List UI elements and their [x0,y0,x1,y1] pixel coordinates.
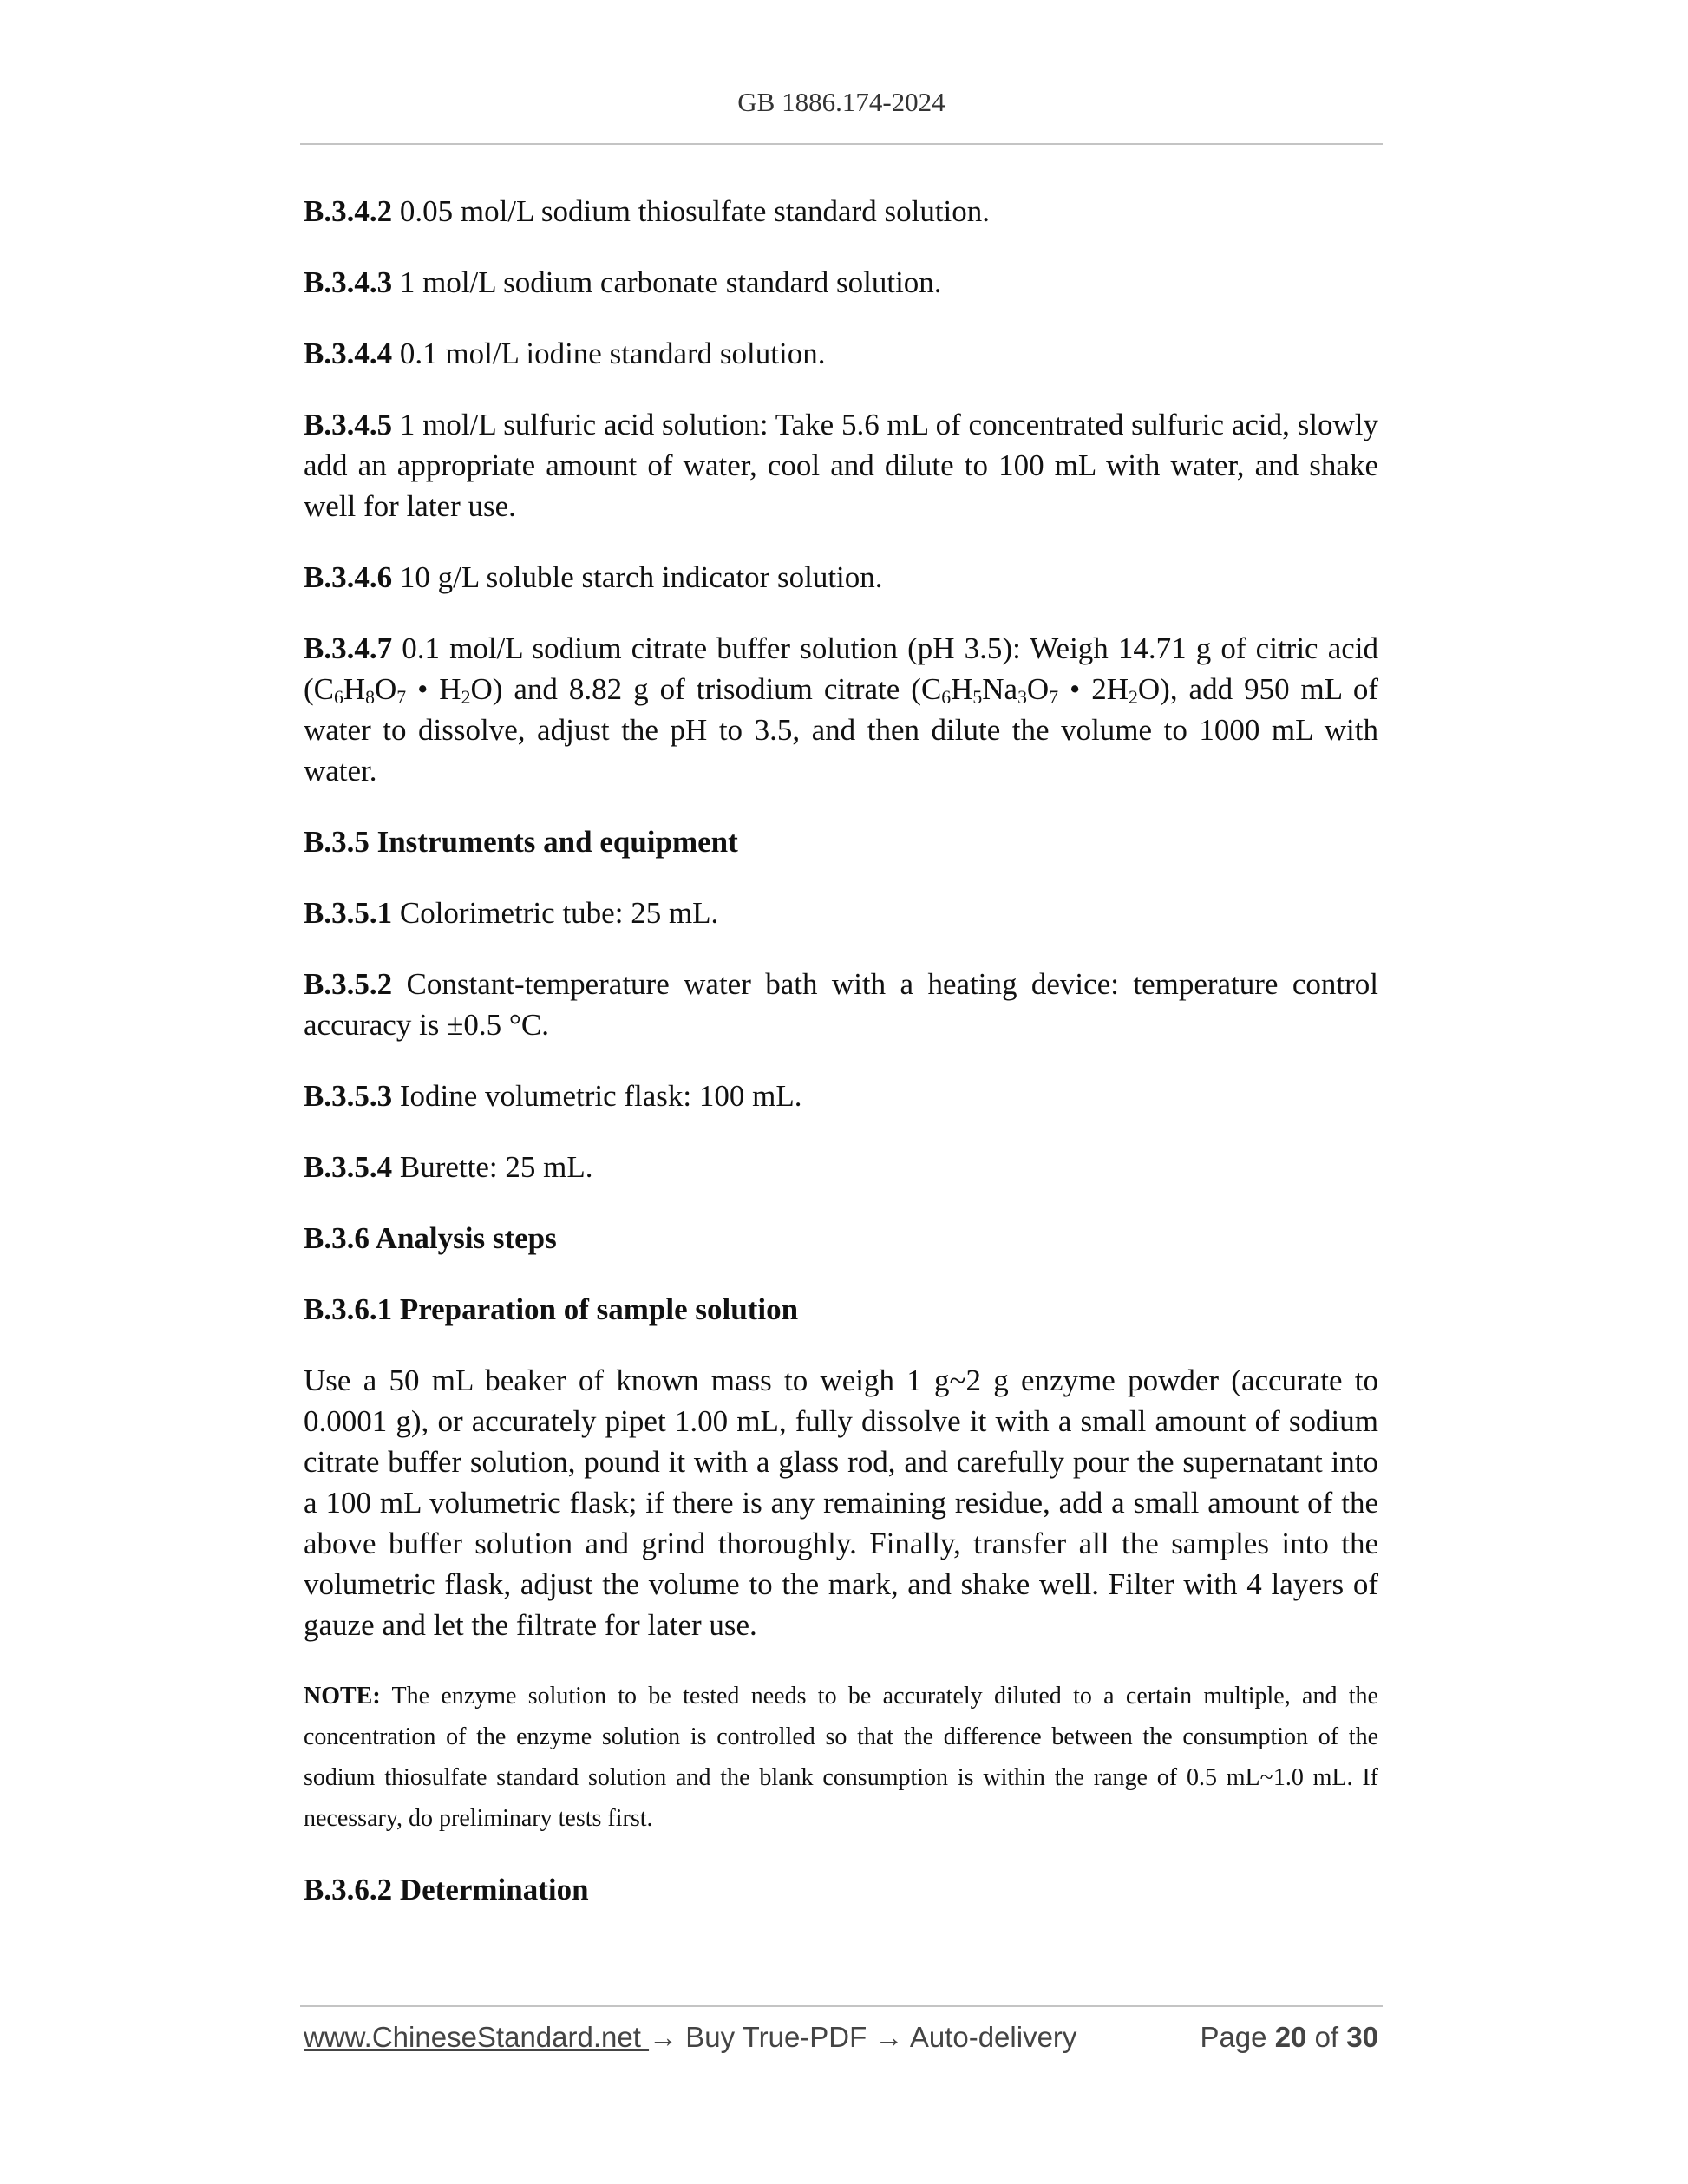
current-page: 20 [1274,2021,1307,2053]
page-footer [304,2021,1378,2054]
clause-text: Burette: 25 mL. [399,1150,593,1184]
document-header: GB 1886.174-2024 [737,87,945,117]
arrow-right-icon: → [874,2021,904,2053]
arrow-right-icon: → [649,2021,678,2053]
clause-number: B.3.4.4 [304,337,393,370]
section-heading-analysis-steps: B.3.6 Analysis steps [304,1221,557,1255]
clause-number: B.3.4.2 [304,194,393,228]
clause-text: Colorimetric tube: 25 mL. [399,896,719,930]
clause-b3-4-7 [304,628,1378,791]
clause-number: B.3.4.6 [304,560,393,594]
section-heading-sample-preparation: B.3.6.1 Preparation of sample solution [304,1292,799,1326]
clause-text: Iodine volumetric flask: 100 mL. [399,1079,802,1113]
clause-b3-4-2 [304,191,1378,232]
clause-b3-4-4 [304,333,1378,374]
clause-b3-5-3 [304,1076,1378,1116]
clause-number: B.3.4.3 [304,265,393,299]
auto-delivery-text: Auto-delivery [909,2021,1077,2053]
document-body [304,191,1378,1940]
section-heading-determination: B.3.6.2 Determination [304,1873,589,1906]
section-heading-instruments: B.3.5 Instruments and equipment [304,825,738,859]
page-indicator: Page 20 of 30 [1200,2021,1378,2053]
clause-b3-5-1 [304,893,1378,933]
clause-b3-4-5 [304,404,1378,526]
clause-number: B.3.5.3 [304,1079,393,1113]
note-paragraph [304,1676,1378,1839]
clause-text: 0.1 mol/L sodium citrate buffer solution (pH 3.5): Weigh 14.71 g of citric acid ($C_6H_8O_7$ • $H_2O$) and 8.82 g of trisodium citrate ($C_6H_5Na_3O_7$ • $2H_2O$), add 950 mL of water to dissolve, adjust the pH to 3.5, and then dilute the volume to 1000 mL with water. [304,631,1378,788]
clause-b3-4-3 [304,262,1378,303]
buy-pdf-text: Buy True-PDF [685,2021,867,2053]
clause-number: B.3.4.5 [304,408,393,441]
clause-number: B.3.5.4 [304,1150,393,1184]
clause-b3-5-2 [304,964,1378,1045]
clause-number: B.3.4.7 [304,631,393,665]
clause-b3-5-4 [304,1147,1378,1187]
clause-number: B.3.5.2 [304,967,393,1001]
clause-text: 0.05 mol/L sodium thiosulfate standard solution. [399,194,991,228]
header-divider [300,143,1383,145]
total-pages: 30 [1346,2021,1378,2053]
sample-preparation-text: Use a 50 mL beaker of known mass to weigh 1 g~2 g enzyme powder (accurate to 0.0001 g), or accurately pipet 1.00 mL, fully dissolve it with a small amount of sodium citrate buffer solution, pound it with a glass rod, and carefully pour the supernatant into a 100 mL volumetric flask; if there is any remaining residue, add a small amount of the above buffer solution and grind thoroughly. Finally, transfer all the samples into the volumetric flask, adjust the volume to the mark, and shake well. Filter with 4 layers of gauze and let the filtrate for later use. [304,1363,1378,1642]
note-text: The enzyme solution to be tested needs to be accurately diluted to a certain multiple, and the concentration of the enzyme solution is controlled so that the difference between the consumption of the sodium thiosulfate standard solution and the blank consumption is within the range of 0.5 mL~1.0 mL. If necessary, do preliminary tests first. [304,1683,1378,1832]
clause-b3-4-6 [304,557,1378,598]
website-link[interactable]: www.ChineseStandard.net [304,2021,650,2053]
clause-number: B.3.5.1 [304,896,393,930]
clause-text: Constant-temperature water bath with a heating device: temperature control accuracy is ±0.5 °C. [304,967,1379,1042]
clause-text: 0.1 mol/L iodine standard solution. [399,337,826,370]
clause-text: 1 mol/L sodium carbonate standard solution. [399,265,942,299]
clause-text: 10 g/L soluble starch indicator solution. [399,560,883,594]
clause-text: 1 mol/L sulfuric acid solution: Take 5.6 mL of concentrated sulfuric acid, slowly add an appropriate amount of water, cool and dilute to 100 mL with water, and shake well for later use. [304,408,1379,523]
note-label: NOTE: [304,1683,381,1710]
footer-divider [300,2005,1383,2007]
